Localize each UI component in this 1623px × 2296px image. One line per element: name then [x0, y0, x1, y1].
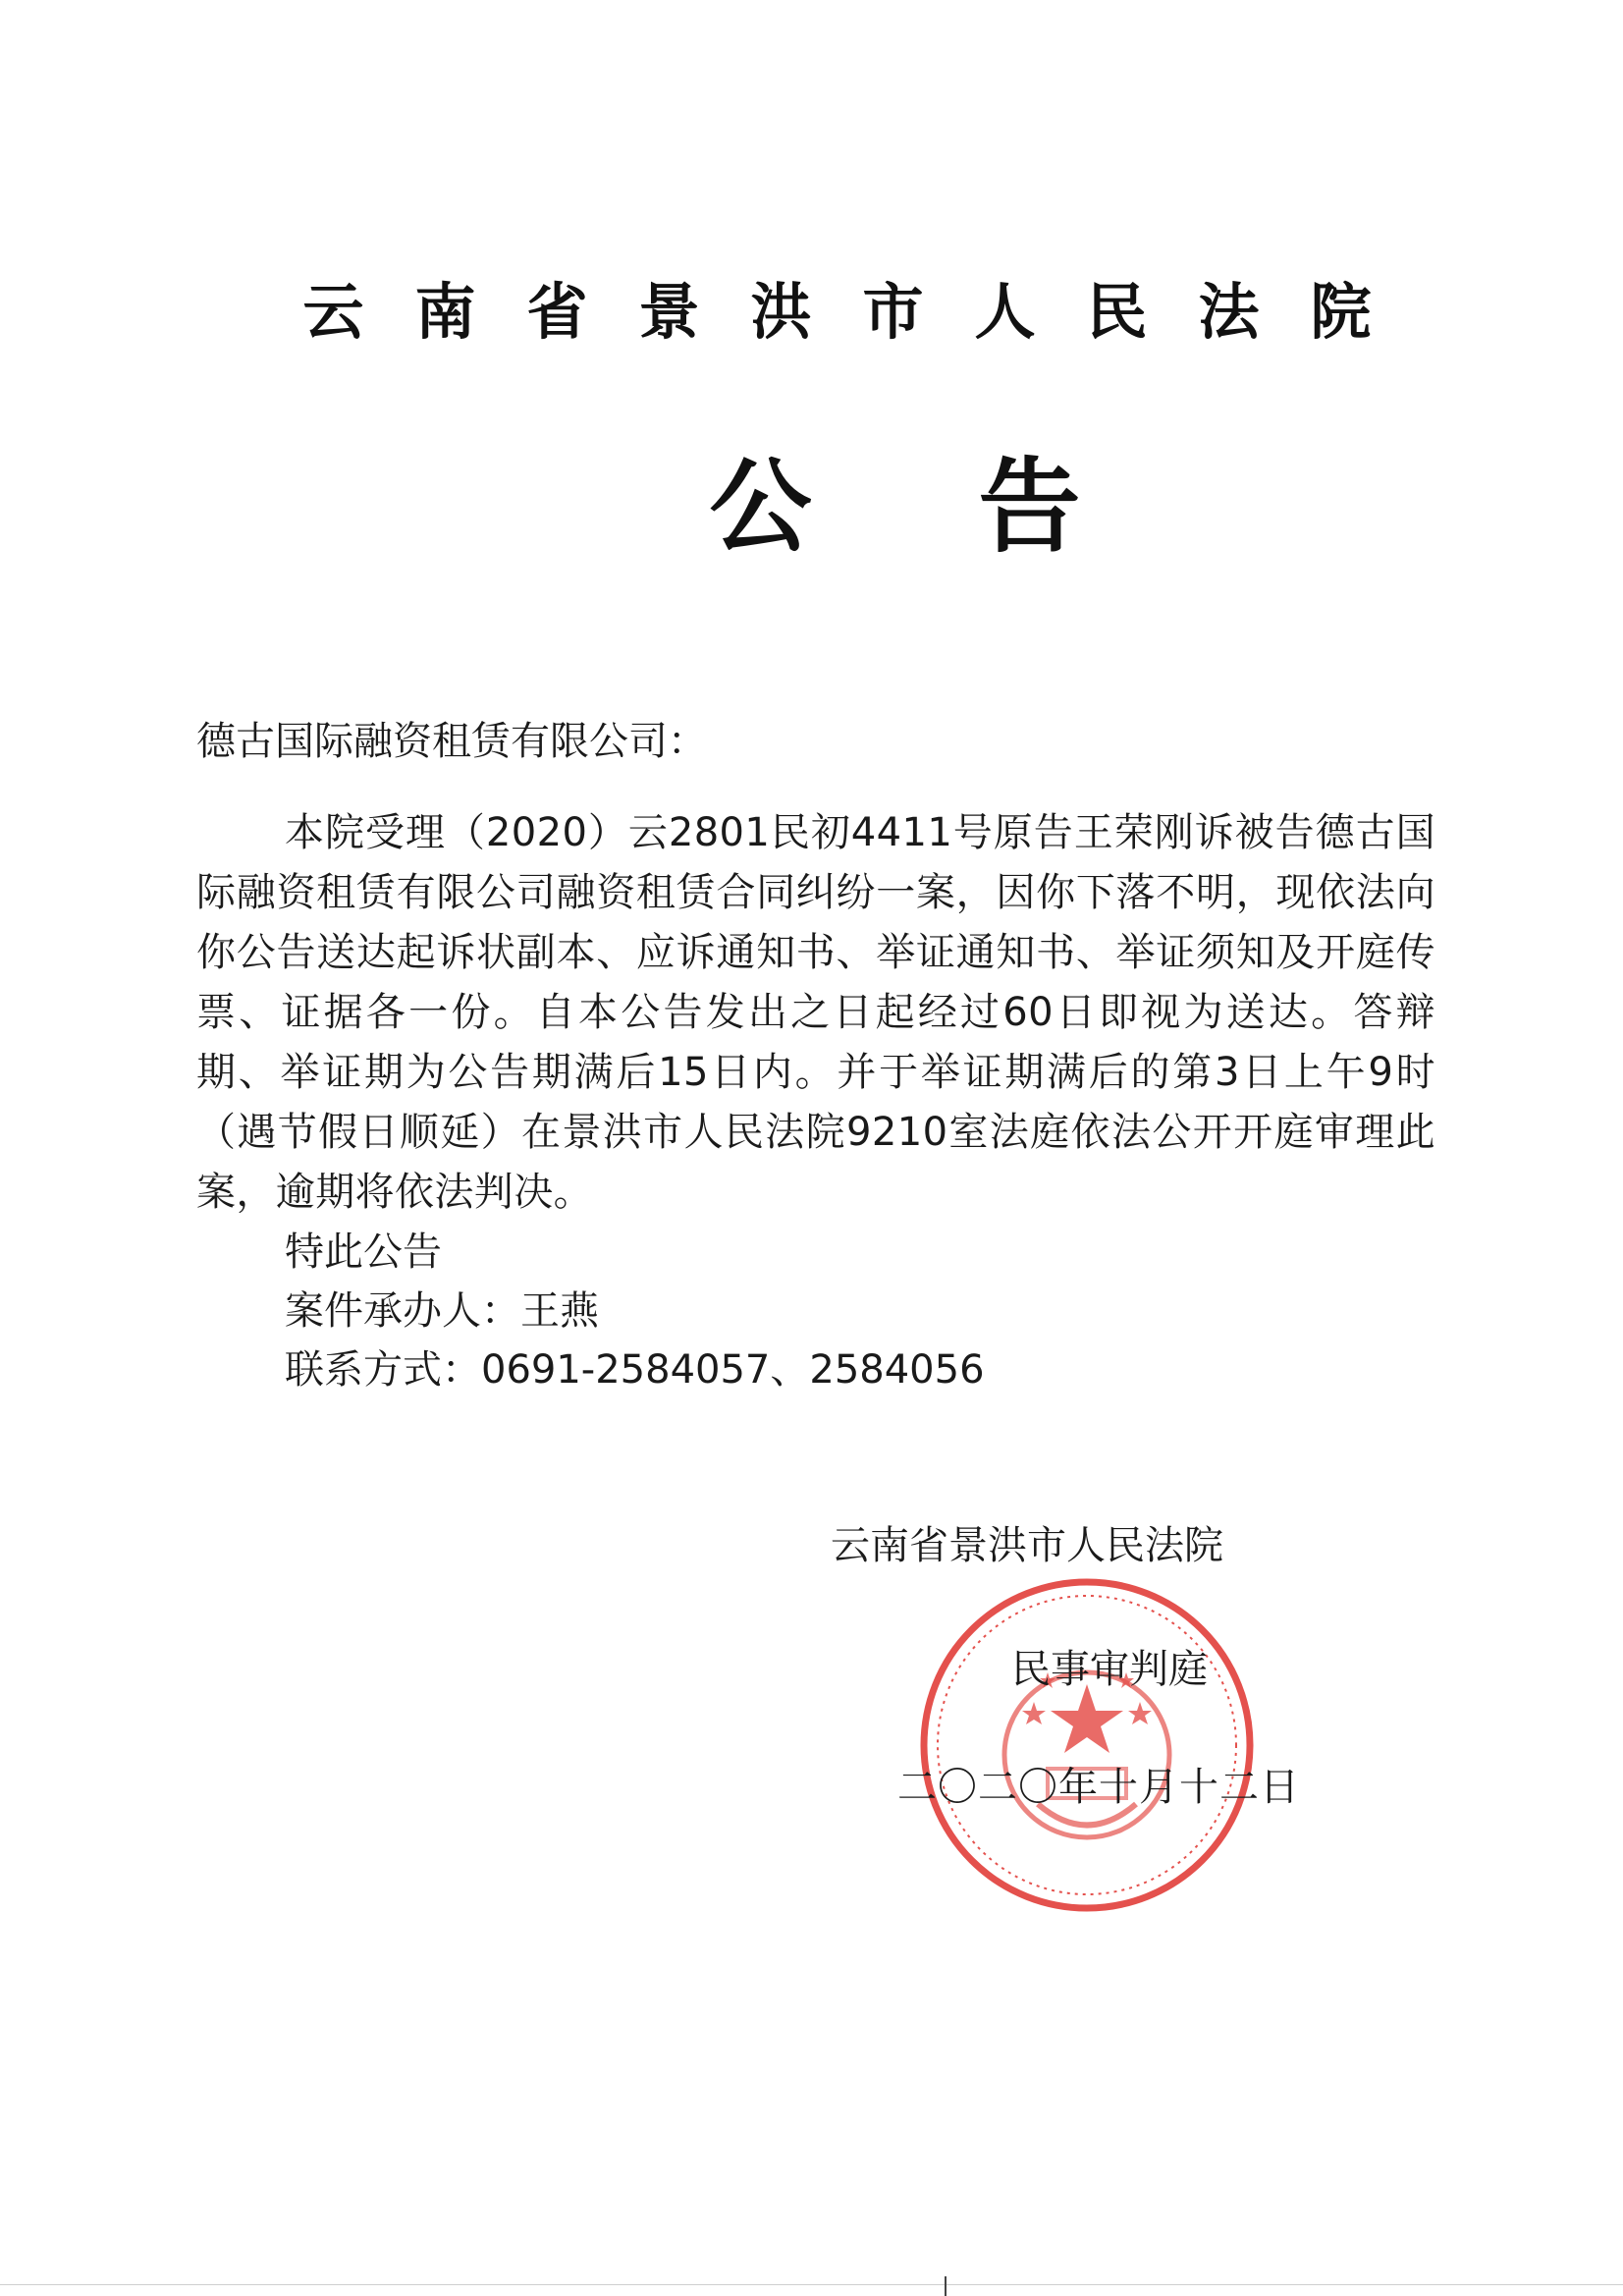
- notice-body-paragraph: 本院受理（2020）云2801民初4411号原告王荣刚诉被告德古国际融资租赁有限公司融资租赁合同纠纷一案，因你下落不明，现依法向你公告送达起诉状副本、应诉通知书、举证通知书、举证须知及开庭传票、证据各一份。自本公告发出之日起经过60日即视为送达。答辩期、举证期为公告期满后15日内。并于举证期满后的第3日上午9时（遇节假日顺延）在景洪市人民法院9210室法庭依法公开开庭审理此案，逾期将依法判决。: [196, 810, 1435, 1215]
- contact-info: 联系方式：0691-2584057、2584056: [285, 1347, 985, 1393]
- closing-statement: 特此公告: [285, 1230, 442, 1275]
- scan-edge-mark: [945, 2276, 947, 2296]
- signature-tribunal: 民事审判庭: [1011, 1647, 1208, 1692]
- signature-date: 二〇二〇年十月十二日: [897, 1765, 1300, 1810]
- addressee: 德古国际融资租赁有限公司：: [196, 719, 707, 764]
- case-handler: 案件承办人：王燕: [285, 1288, 599, 1334]
- notice-title: 公告: [709, 446, 1248, 567]
- signature-court-name: 云南省景洪市人民法院: [831, 1523, 1223, 1568]
- court-seal-stamp: [918, 1576, 1257, 1915]
- scan-bottom-edge: [0, 2284, 1623, 2285]
- court-name-heading: 云南省景洪市人民法院: [302, 276, 1423, 348]
